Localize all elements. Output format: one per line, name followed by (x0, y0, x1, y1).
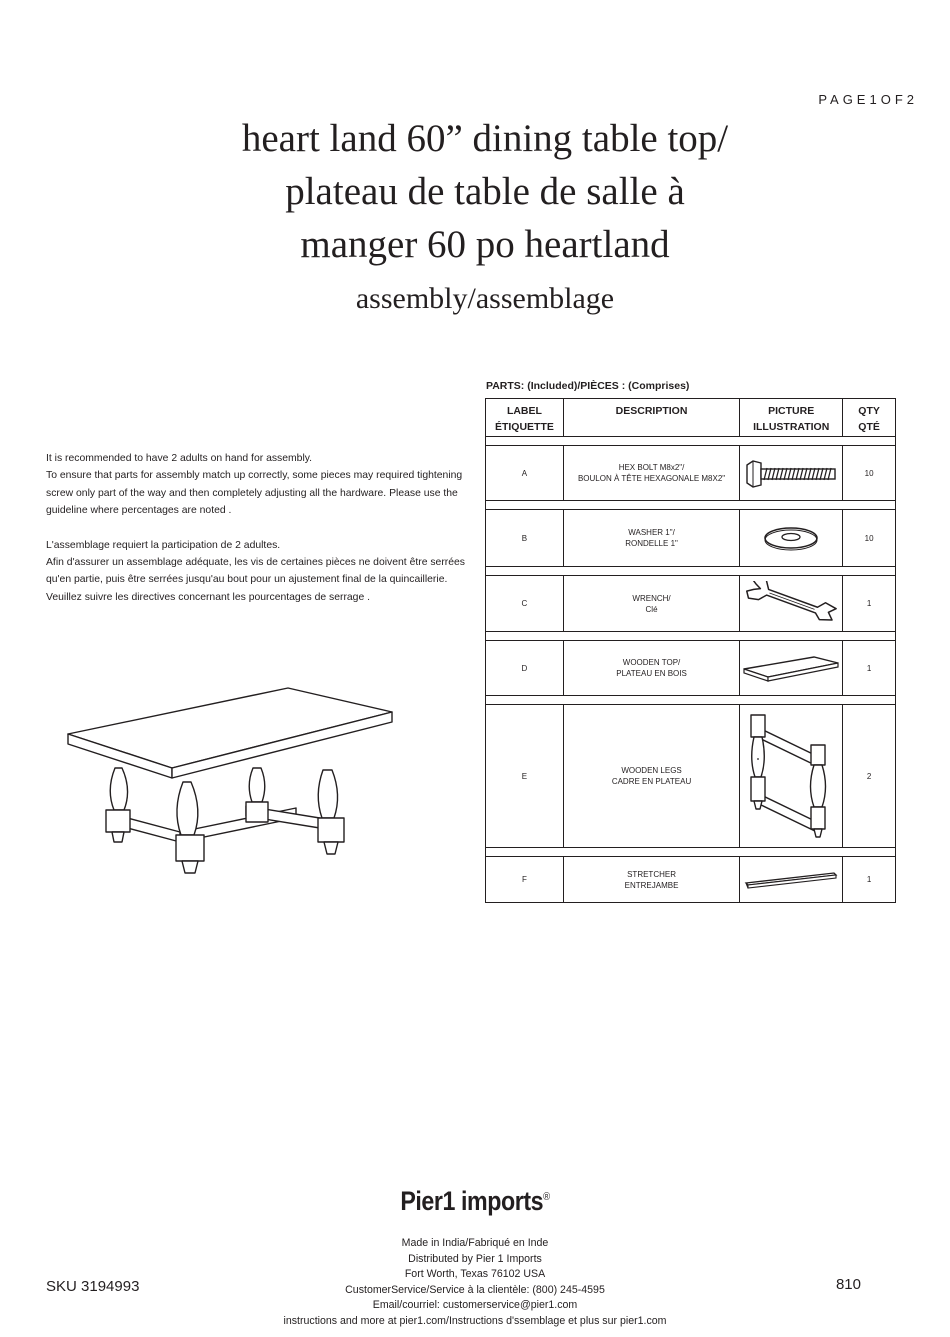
footer-line: Fort Worth, Texas 76102 USA (404, 1268, 546, 1280)
document-title (0, 112, 950, 271)
document-subtitle: assembly/assemblage (355, 282, 615, 315)
instructions-french (46, 537, 466, 607)
instructions-english (46, 450, 466, 520)
header-picture: PICTURE ILLUSTRATION (740, 399, 843, 437)
parts-caption: PARTS: (Included)/PIÈCES : (Comprises) (486, 380, 690, 392)
footer-line: Email/courriel: customerservice@pier1.com (372, 1299, 578, 1311)
instruction-line: guideline where percentages are noted . (46, 505, 232, 517)
part-label: D (486, 641, 564, 696)
instruction-line: L'assemblage requiert la participation de 2 adultes. (46, 539, 281, 551)
hex-bolt-icon (743, 455, 839, 491)
instruction-line: Veuillez suivre les directives concernant les pourcentages de serrage . (46, 591, 371, 603)
header-description: DESCRIPTION (563, 399, 739, 437)
footer-line: Made in India/Fabriqué en Inde (401, 1237, 549, 1249)
sku-number: SKU 3194993 (46, 1278, 140, 1295)
part-picture (740, 705, 843, 848)
pier1-logo: Pier1 imports® (400, 1186, 550, 1216)
part-qty: 10 (843, 510, 896, 567)
part-picture (740, 576, 843, 632)
wooden-top-icon (742, 651, 840, 685)
part-qty: 1 (843, 576, 896, 632)
part-label: A (486, 446, 564, 501)
assembled-table-illustration (60, 680, 400, 895)
washer-icon (761, 523, 821, 553)
parts-table (485, 398, 896, 903)
part-row-b (486, 510, 896, 567)
part-label: C (486, 576, 564, 632)
title-line: heart land 60” dining table top/ (241, 117, 729, 160)
assembly-instructions (46, 450, 466, 623)
title-line: manger 60 po heartland (300, 223, 670, 266)
part-picture (740, 641, 843, 696)
wooden-legs-icon (743, 711, 839, 841)
part-row-e (486, 705, 896, 848)
instruction-line: screw only part of the way and then completely adjusting all the hardware. Please use the (46, 487, 458, 499)
parts-header-row (486, 399, 896, 437)
page-number: PAGE1OF2 (818, 92, 918, 107)
footer-info (0, 1236, 950, 1329)
part-qty: 10 (843, 446, 896, 501)
part-description: STRETCHER ENTREJAMBE (563, 857, 739, 903)
part-row-c (486, 576, 896, 632)
part-picture (740, 510, 843, 567)
instruction-line: To ensure that parts for assembly match up correctly, some pieces may required tightening (46, 470, 463, 482)
part-description: HEX BOLT M8x2"/ BOULON À TÊTE HEXAGONALE M8X2" (563, 446, 739, 501)
title-line: plateau de table de salle à (285, 170, 685, 213)
footer-line: Distributed by Pier 1 Imports (408, 1252, 542, 1265)
part-description: WOODEN TOP/ PLATEAU EN BOIS (563, 641, 739, 696)
part-qty: 1 (843, 857, 896, 903)
instruction-line: It is recommended to have 2 adults on hand for assembly. (46, 453, 313, 464)
footer-line: instructions and more at pier1.com/Instructions d'ssemblage et plus sur pier1.com (283, 1314, 667, 1327)
part-label: B (486, 510, 564, 567)
document-code: 810 (835, 1276, 861, 1293)
header-qty: QTY QTÉ (843, 399, 896, 437)
header-label: LABEL ÉTIQUETTE (486, 399, 564, 437)
wrench-icon (743, 581, 839, 627)
stretcher-icon (742, 867, 840, 893)
instruction-line: Afin d'assurer un assemblage adéquate, les vis de certaines pièces ne doivent être serrées (46, 557, 466, 569)
part-qty: 1 (843, 641, 896, 696)
part-label: E (486, 705, 564, 848)
instruction-line: qu'en partie, puis être serrées jusqu'au bout pour un ajustement final de la quincaillerie. (46, 574, 448, 586)
part-row-a (486, 446, 896, 501)
part-description: WRENCH/ Clé (563, 576, 739, 632)
part-picture (740, 857, 843, 903)
part-row-f (486, 857, 896, 903)
footer-line: CustomerService/Service à la clientèle: (800) 245-4595 (345, 1283, 605, 1296)
part-description: WOODEN LEGS CADRE EN PLATEAU (563, 705, 739, 848)
part-qty: 2 (843, 705, 896, 848)
part-description: WASHER 1"/ RONDELLE 1" (563, 510, 739, 567)
part-picture (740, 446, 843, 501)
part-label: F (486, 857, 564, 903)
part-row-d (486, 641, 896, 696)
